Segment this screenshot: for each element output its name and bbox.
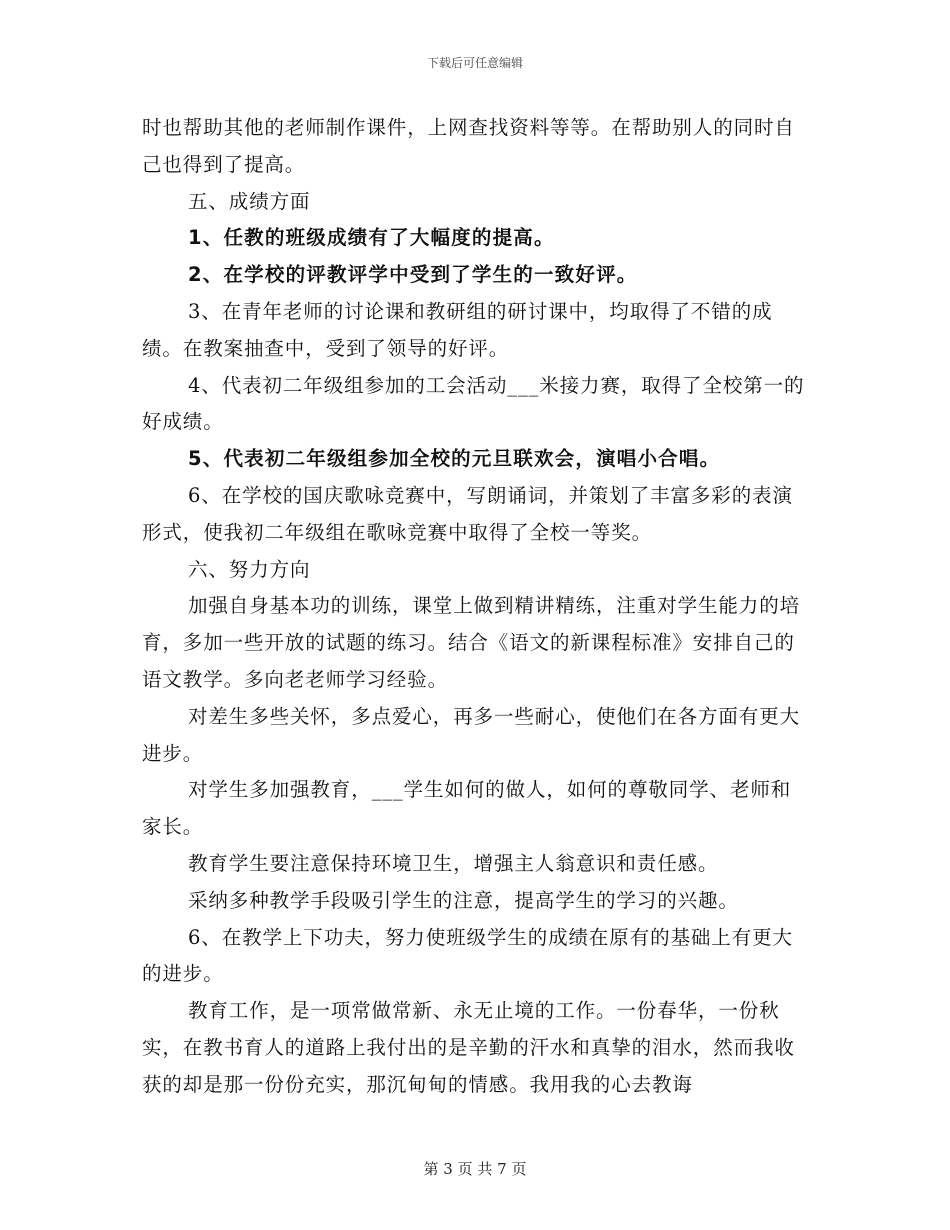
- paragraph: 教育学生要注意保持环境卫生，增强主人翁意识和责任感。: [188, 851, 719, 875]
- section-heading: 六、努力方向: [188, 557, 311, 581]
- achievement-item: 5、代表初二年级组参加全校的元旦联欢会，演唱小合唱。: [188, 447, 721, 471]
- achievement-item: 1、任教的班级成绩有了大幅度的提高。: [188, 226, 555, 250]
- page-number: 第 3 页 共 7 页: [423, 1160, 527, 1178]
- paragraph: 教育工作，是一项常做常新、永无止境的工作。一份春华，一份秋实，在教书育人的道路上我付出的是辛勤的汗水和真挚的泪水，然而我收获的却是那一份份充实，那沉甸甸的情感。我用我的心去教诲: [142, 999, 795, 1096]
- paragraph: 对差生多些关怀，多点爱心，再多一些耐心，使他们在各方面有更大进步。: [142, 704, 801, 765]
- achievement-item: 6、在学校的国庆歌咏竞赛中，写朗诵词，并策划了丰富多彩的表演形式，使我初二年级组在歌咏竞赛中取得了全校一等奖。: [142, 483, 793, 544]
- paragraph: 加强自身基本功的训练，课堂上做到精讲精练，注重对学生能力的培育，多加一些开放的试题的练习。结合《语文的新课程标准》安排自己的语文教学。多向老老师学习经验。: [142, 594, 801, 691]
- header-note: 下载后可任意编辑: [426, 56, 523, 70]
- achievement-item: 4、代表初二年级组参加的工会活动___米接力赛，取得了全校第一的好成绩。: [142, 373, 805, 434]
- paragraph: 对学生多加强教育，___学生如何的做人，如何的尊敬同学、老师和家长。: [142, 778, 792, 839]
- achievement-item: 3、在青年老师的讨论课和教研组的研讨课中，均取得了不错的成绩。在教案抽查中，受到了领导的好评。: [142, 299, 773, 360]
- section-heading: 五、成绩方面: [188, 189, 311, 213]
- document-body: [142, 110, 808, 1104]
- paragraph: 6、在教学上下功夫，努力使班级学生的成绩在原有的基础上有更大的进步。: [142, 925, 793, 986]
- achievement-item: 2、在学校的评教评学中受到了学生的一致好评。: [188, 263, 638, 287]
- paragraph: 时也帮助其他的老师制作课件，上网查找资料等等。在帮助别人的同时自己也得到了提高。: [142, 116, 795, 176]
- paragraph: 采纳多种教学手段吸引学生的注意，提高学生的学习的兴趣。: [188, 888, 739, 912]
